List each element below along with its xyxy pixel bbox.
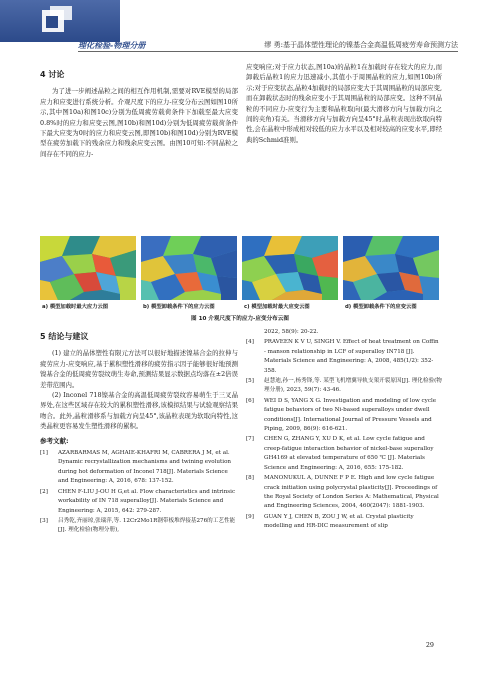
caption-b: b) 模型卸载条件下的应力云图 — [143, 304, 215, 310]
section-heading-conclusion: 5 结论与建议 — [40, 332, 89, 341]
discussion-paragraph: 为了进一步阐述晶粒之间的相互作用机制,需要对RVE模型的局部应力和应变进行系统分析。介观尺度下的应力-应变分布云图如图10所示,其中图10a)和图10c)分别为低周疲劳载荷条件下加载至最大应变0.8%时的应力和应变云图,图10b)和图10d)分别为低周疲劳载荷条件下最大应变为0时的应力和应变云图,即图10b)和图10d)分别为RVE模型在疲劳加载下的残余应力和残余应变云图。由图10可知:不同晶粒之间存在不同的应力- — [40, 87, 238, 158]
reference-item: [9] GUAN Y J, CHEN B, ZOU J W, et al. Crystal plasticity modelling and HR-DIC measurement of slip — [246, 513, 414, 530]
reference-item: [8] MANONUKUL A, DUNNE F P E. High and low cycle fatigue crack initiation using polycrystal plasticity[J]. Proceedings of the Royal Society of London Series A: Mathematical, Physical and Engineering Sciences, 2004, 460(2047): 1881-1903. — [246, 475, 439, 510]
strain-map-unloading — [343, 236, 439, 300]
reference-item: [2] CHEN F-LIU J-OU H G,et al. Flow characteristics and intrinsic workability of IN 718 superalloy[J]. Materials Science and Engineering: A, 2015, 642: 279-287. — [40, 488, 236, 514]
conclusion-point-1: (1) 建立的晶体塑性有限元方法可以很好地描述镍基合金的拉伸与疲劳应力-应变响应,基于累积塑性滑移的疲劳指示因子能够很好地预测镍基合金的低周疲劳裂纹萌生寿命,预测结果显示数据点均落在±2倍误差带范围内。 — [40, 349, 238, 389]
stress-map-unloading — [141, 236, 237, 300]
reference-item: [3] 吕秀乾,齐丽琼,张瑞萍,等. 12Cr2Mo1R钢带板堆焊接基276的工艺性能[J]. 理化检验(物理分册), — [40, 517, 236, 534]
journal-name: 理化检验-物理分册 — [78, 41, 146, 50]
stress-map-loading — [40, 236, 136, 300]
reference-item: [6] WEI D S, YANG X G. Investigation and modeling of low cycle fatigue behaviors of two Ni-based superalloys under dwell conditions[J]. International Journal of Pressure Vessels and Piping, 2009, 86(9): 616-621. — [246, 397, 437, 433]
figure-title: 图 10 介观尺度下的应力-应变分布云图 — [191, 316, 289, 322]
conclusion-point-2: (2) Inconel 718镍基合金的高温低周疲劳裂纹容易萌生于三叉晶界处,在这些区域存在较大的累积塑性滑移,该模拟结果与试验观察结果吻合。此外,晶粒滑移系与加载方向呈45°,该晶粒表现为软取向特性,这类晶粒更容易发生塑性滑移的累积。 — [40, 391, 238, 431]
page-header — [0, 0, 480, 54]
references-right — [246, 328, 442, 533]
page-number: 29 — [425, 641, 434, 649]
reference-item: [5] 赵慧迪,孙一,杨秀锋,等. 某型飞机增翼导轨支架开裂原因[J]. 理化检验(物理分册), 2023, 59(7): 43-46. — [246, 378, 442, 394]
reference-item: [4] PRAVEEN K V U, SINGH V. Effect of heat treatment on Coffin - manson relationship in LCF of superalloy IN718 [J]. Materials Science and Engineering: A, 2008, 485(1/2): 352-358. — [246, 339, 439, 374]
left-column-bottom — [40, 332, 238, 537]
caption-a: a) 模型加载时最大应力云图 — [42, 304, 109, 310]
running-title: 缪 勇:基于晶体塑性理论的镍基合金高温低周疲劳寿命预测方法 — [264, 41, 458, 49]
references-left — [40, 449, 238, 536]
left-column-top — [40, 70, 238, 159]
journal-logo — [40, 6, 74, 36]
reference-item: [1] AZARBARMAS M, AGHAIE-KHAFRI M, CABRERA J M, et al. Dynamic recrystallization mechanisms and twining evolution during hot deformation of Inconel 718[J]. Materials Science and Engineering: A, 2016, 678: 137-152. — [40, 450, 232, 485]
right-column-top — [246, 62, 442, 145]
caption-c: c) 模型加载时最大应变云图 — [244, 304, 310, 310]
discussion-paragraph-cont: 应变响应;对于应力状态,图10a)的晶粒1在加载时存在较大的应力,而卸载后晶粒1的应力迅速减小,其值小于周围晶粒的应力,如图10b)所示;对于应变状态,晶粒4加载时的局部应变大于其周围晶粒的局部应变,而在卸载状态时的残余应变小于其周围晶粒的局部应变。这种不同晶粒的不同应力-应变行为主要和晶粒取向(最大滑移方向与加载方向之间的夹角)有关。当滑移方向与加载方向呈45°时,晶粒表现出软取向特性,会在晶粒中形成相对较低的应力水平以及相对较高的应变水平,即经典的Schmid准则。 — [246, 63, 442, 144]
caption-d: d) 模型卸载条件下的应变云图 — [345, 304, 417, 310]
figure-10 — [40, 236, 440, 322]
reference-item: 2022, 58(9): 20-22. — [264, 329, 319, 335]
reference-item: [7] CHEN G, ZHANG Y, XU D K, et al. Low cycle fatigue and creep-fatigue interaction behavior of nickel-base superalloy GH4169 at elevated temperature of 650 ℃ [J]. Materials Science and Engineering: A, 2016, 655: 175-182. — [246, 436, 434, 471]
section-heading-discussion: 4 讨论 — [40, 70, 65, 79]
references-heading: 参考文献: — [40, 436, 69, 445]
strain-map-loading — [242, 236, 338, 300]
header-rule — [78, 51, 458, 52]
